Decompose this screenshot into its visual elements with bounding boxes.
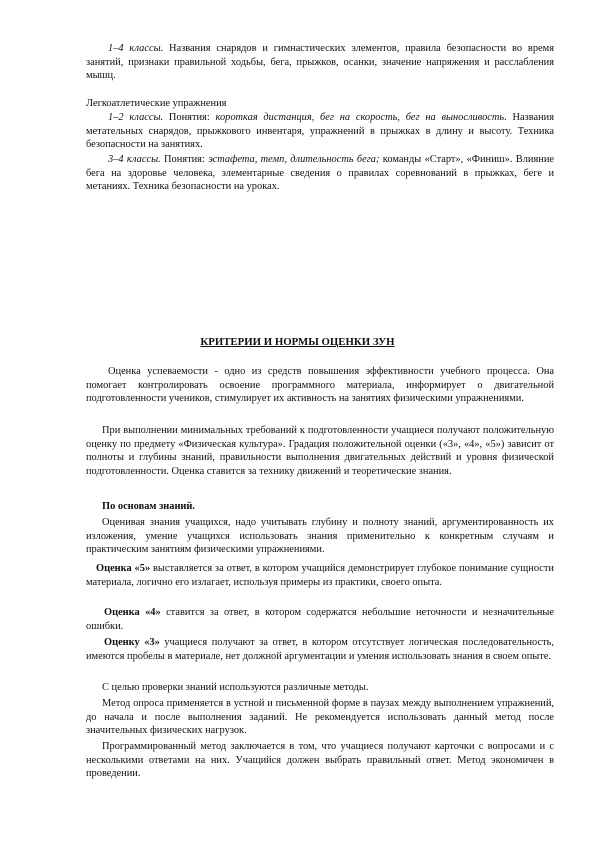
paragraph-grades-3-4 xyxy=(86,153,554,194)
grade-label: Оценка «5» xyxy=(96,563,151,574)
grade-range-label: 3–4 классы. xyxy=(108,154,161,165)
paragraph-text: Названия снарядов и гимнастических элементов, правила безопасности во время занятий, признаки правильной ходьбы, бега, прыжков, осанки, значение напряжения и расслабления мышц. xyxy=(86,43,554,82)
paragraph-grade-4 xyxy=(86,606,554,633)
paragraph-grades-1-2 xyxy=(86,111,554,152)
paragraph-grade-3 xyxy=(86,636,554,663)
concept-terms: короткая дистанция, бег на скорость, бег на выносливость xyxy=(215,112,505,123)
paragraph-knowledge-evaluation: Оценивая знания учащихся, надо учитывать глубину и полноту знаний, аргументированность их изложения, умение учащихся использовать знания применительно к конкретным случаям и практическим занятиям физическими упражнениями. xyxy=(86,517,554,556)
grade-description: выставляется за ответ, в котором учащийся демонстрирует глубокое понимание сущности материала, логично его излагает, используя примеры из практики, своего опыта. xyxy=(86,563,554,588)
paragraph-survey-method: Метод опроса применяется в устной и письменной форме в паузах между выполнением упражнений, до начала и после выполнения заданий. Не рекомендуется использовать данный метод после значительных физических нагрузок. xyxy=(86,698,554,737)
grade-range-label: 1–2 классы. xyxy=(108,112,164,123)
paragraph-text: . Названия метательных снарядов, прыжкового инвентаря, упражнений в прыжках в длину и высоту. Техника безопасности на занятиях. xyxy=(86,112,554,151)
grade-description: учащиеся получают за ответ, в котором отсутствует логическая последовательность, имеются пробелы в материале, нет должной аргументации и умения использовать знания в своем опыте. xyxy=(86,637,554,662)
grade-label: Оценка «4» xyxy=(104,607,161,618)
concepts-label: Понятия: xyxy=(163,112,216,123)
grade-description: ставится за ответ, в котором содержатся небольшие неточности и незначительные ошибки. xyxy=(86,607,554,632)
paragraph-grade-5 xyxy=(86,562,554,589)
grade-label: Оценку «3» xyxy=(104,637,160,648)
knowledge-heading: По основам знаний. xyxy=(102,501,196,512)
paragraph-positive-grade: При выполнении минимальных требований к подготовленности учащиеся получают положительную оценку по предмету «Физическая культура». Градация положительной оценки («3», «4», «5») зависит от полноты и глубины знаний, правильности выполнения двигательных действий и уровня физической подготовленности. Оценка ставится за технику движений и теоретические знания. xyxy=(86,425,554,478)
athletics-heading: Легкоатлетические упражнения xyxy=(86,98,227,109)
paragraph-assessment-intro: Оценка успеваемости - одно из средств повышения эффективности учебного процесса. Она помогает контролировать освоение программного материала, информирует о двигательной подготовленности учеников, стимулирует их активность на занятиях физическими упражнениями. xyxy=(86,366,554,405)
grade-range-label: 1–4 классы. xyxy=(108,43,164,54)
concept-terms: эстафета, темп, длительность бега; xyxy=(208,154,380,165)
paragraph-grades-1-4 xyxy=(86,42,554,83)
paragraph-programmed-method: Программированный метод заключается в том, что учащиеся получают карточки с вопросами и с несколькими ответами на них. Учащийся должен выбрать правильный ответ. Метод экономичен в проведении. xyxy=(86,741,554,780)
section-title: КРИТЕРИИ И НОРМЫ ОЦЕНКИ ЗУН xyxy=(200,336,395,348)
paragraph-methods: С целью проверки знаний используются различные методы. xyxy=(102,682,369,693)
concepts-label: Понятия: xyxy=(160,154,209,165)
paragraph-text: команды «Старт», «Финиш». Влияние бега на здоровье человека, элементарные сведения о правилах соревнований в прыжках, беге и метаниях. Техника безопасности на уроках. xyxy=(86,154,554,193)
